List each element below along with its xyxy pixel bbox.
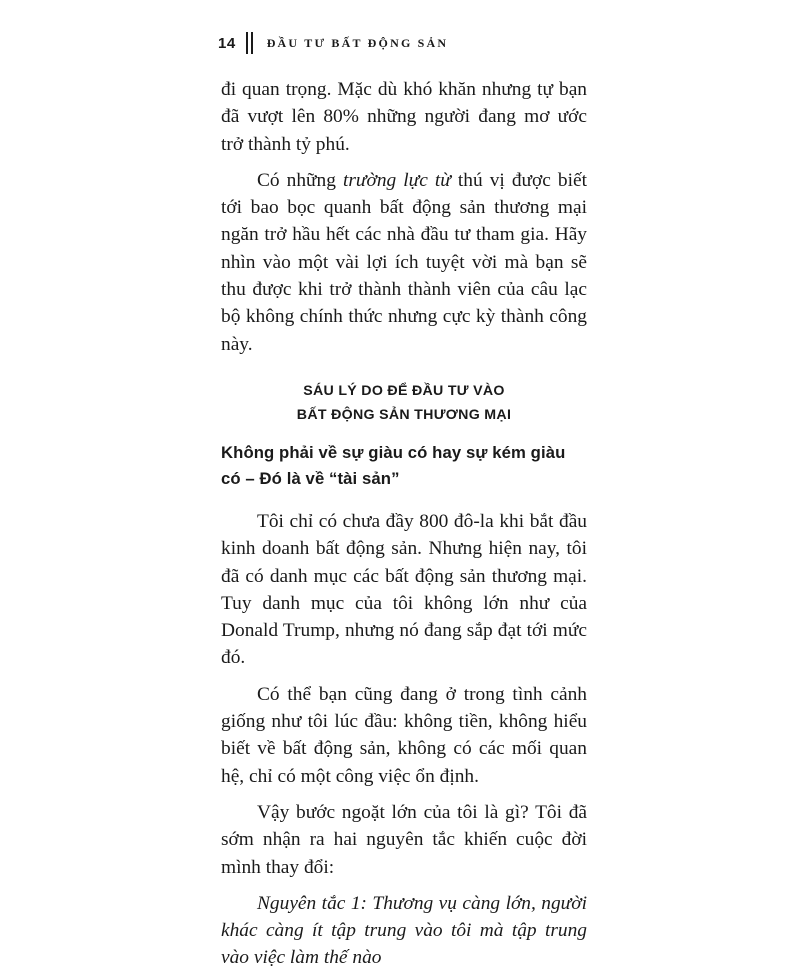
paragraph: Vậy bước ngoặt lớn của tôi là gì? Tôi đã sớm nhận ra hai nguyên tắc khiến cuộc đời mình thay đổi:: [221, 801, 587, 878]
paragraph-text: thú vị được biết tới bao bọc quanh bất động sản thương mại ngăn trở hầu hết các nhà đầu tư tham gia. Hãy nhìn vào một vài lợi ích tuyệt vời mà bạn sẽ thu được khi trở thành thành viên của câu lạc bộ không chính thức nhưng cực kỳ thành công này.: [221, 169, 587, 355]
paragraph: [221, 890, 587, 972]
header-divider-rule: [251, 32, 253, 54]
page-number: 14: [218, 34, 236, 52]
paragraph: [221, 167, 587, 358]
section-title: [221, 379, 587, 427]
italic-principle: Nguyên tắc 1: Thương vụ càng lớn, người khác càng ít tập trung vào tôi mà tập trung vào việc làm thế nào: [221, 892, 587, 969]
italic-term: trường lực từ: [343, 169, 451, 191]
paragraph-text: Có những: [257, 169, 343, 191]
subheading: Không phải về sự giàu có hay sự kém giàu có – Đó là về “tài sản”: [221, 442, 566, 488]
header-divider-rule: [246, 32, 248, 54]
running-head: [218, 30, 448, 56]
body-text: [221, 76, 587, 972]
book-title: ĐẦU TƯ BẤT ĐỘNG SẢN: [266, 35, 449, 50]
paragraph: Có thể bạn cũng đang ở trong tình cảnh giống như tôi lúc đầu: không tiền, không hiểu biết về bất động sản, không có các mối quan hệ, chỉ có một công việc ổn định.: [221, 683, 587, 787]
paragraph: đi quan trọng. Mặc dù khó khăn nhưng tự bạn đã vượt lên 80% những người đang mơ ước trở thành tỷ phú.: [221, 79, 587, 155]
section-title-line: SÁU LÝ DO ĐỂ ĐẦU TƯ VÀO: [303, 382, 505, 399]
paragraph: Tôi chỉ có chưa đầy 800 đô-la khi bắt đầu kinh doanh bất động sản. Nhưng hiện nay, tôi đã có danh mục các bất động sản thương mại. Tuy danh mục của tôi không lớn như của Donald Trump, nhưng nó đang sắp đạt tới mức đó.: [221, 510, 587, 669]
section-title-line: BẤT ĐỘNG SẢN THƯƠNG MẠI: [296, 406, 512, 423]
